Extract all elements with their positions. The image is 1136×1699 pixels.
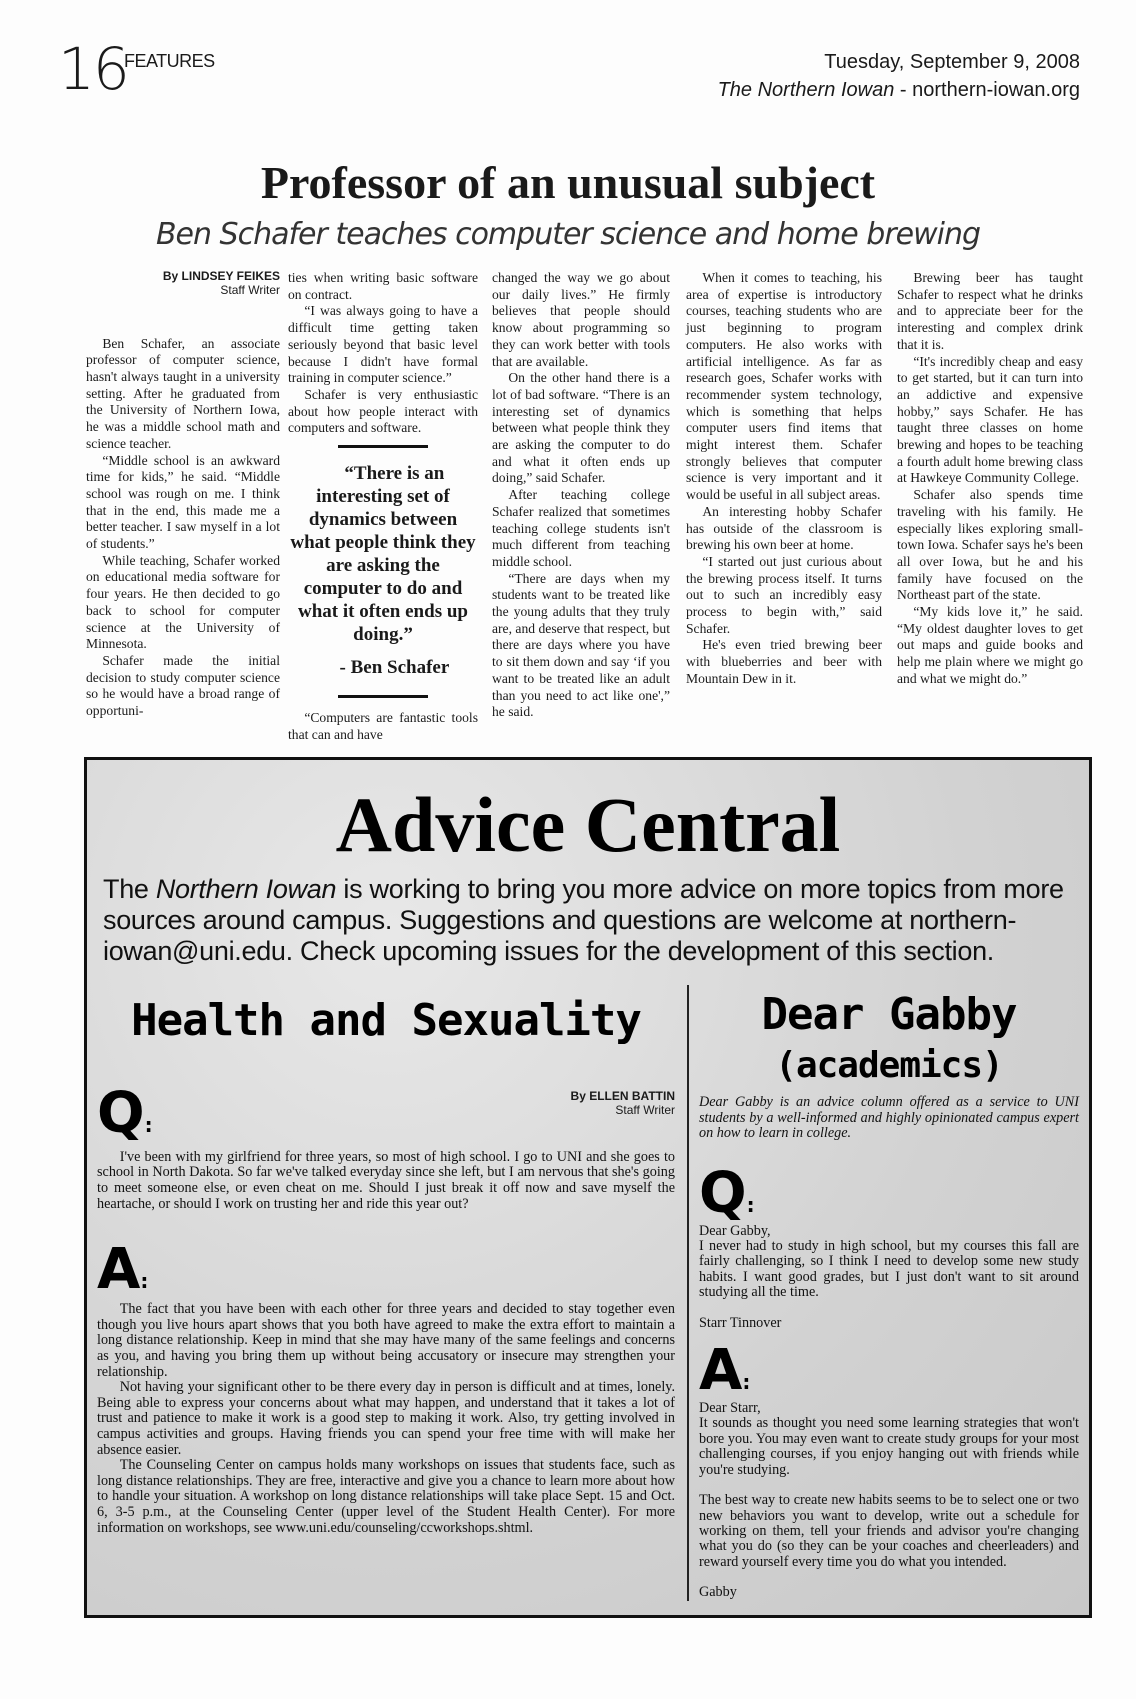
subheadline: Ben Schafer teaches computer science and home brewing [155,217,981,252]
article-column-3 [492,270,670,721]
health-question [97,1150,675,1212]
a-letter: A [97,1237,141,1303]
gabby-intro: Dear Gabby is an advice column offered as a service to UNI students by a well-informed and highly opinionated campus expert on how to learn in college. [699,1094,1079,1142]
paragraph: “I started out just curious about the brewing process itself. It turns out to such an incredibly easy process to begin with,” said Schafer. [686,553,882,636]
answer-paragraph: The Counseling Center on campus holds many workshops on issues that students face, such as long distance relationships. They are free, interactive and give you a chance to learn more about how to handle your situation. A workshop on long distance relationships will take place Sept. 15 and Oct. 6, 3-5 p.m., at the Counseling Center (upper level of the Student Health Center). For more information on workshops, see www.uni.edu/counseling/ccworkshops.shtml. [97,1457,675,1536]
intro-text: The [103,874,156,905]
byline-name: By LINDSEY FEIKES [162,269,280,283]
paragraph: ties when writing basic software on contract. [288,270,478,302]
page-body [0,270,1136,1658]
pull-quote: “There is an interesting set of dynamics between what people think they are asking the computer to do and what it often ends up doing.” [290,463,476,646]
q-label [699,1160,1079,1226]
answer-paragraph: The fact that you have been with each other for three years and decided to stay together even though you live hours apart shows that you both have agreed to make the extra effort to maintain a long distance relationship. Keep in mind that she may have many of the same feelings and concerns as you, and having you bring them up without being accusatory or insecure may strengthen your relationship. [97,1301,675,1380]
pull-quote-attribution: - Ben Schafer [339,657,450,679]
gabby-answer [699,1401,1079,1600]
paragraph: Schafer made the initial decision to study computer science so he would have a broad range of opportuni- [86,652,280,719]
q-letter: Q [97,1080,145,1146]
gabby-question [699,1224,1079,1331]
article-column-2 [288,270,478,743]
gabby-column [687,985,1089,1600]
byline [86,270,280,298]
gabby-heading: Dear Gabby [761,989,1017,1041]
intro-text: is working to bring you more advice on more topics from more sources around campus. Suggestions and questions are welcome at northern-iowan@uni.edu. Check upcoming issues for the development of this section. [103,874,1064,967]
q-row [97,1080,675,1146]
byline-role: Staff Writer [220,282,280,297]
paragraph: Brewing beer has taught Schafer to respect what he drinks and to appreciate beer for the interesting and complex drink that it is. [897,270,1083,352]
colon: : [140,1269,149,1294]
paragraph: changed the way we go about our daily lives.” He firmly believes that people should know about programming so they can work better with tools that are available. [492,270,670,369]
paragraph: Schafer is very enthusiastic about how people interact with computers and software. [288,386,478,436]
advice-title: Advice Central [335,781,841,869]
health-answer [97,1302,675,1536]
signature: Starr Tinnover [699,1314,782,1331]
article-columns [0,270,1136,743]
headline: Professor of an unusual subject [260,157,876,208]
paragraph: “Middle school is an awkward time for kids,” he said. “Middle school was rough on me. I think that in the end, this made me a better teacher. I saw myself in a lot of students.” [86,452,280,552]
question-text: I never had to study in high school, but my courses this fall are fairly challenging, so I think I need to develop some new study habits. I want good grades, but I just don't want to sit around studying all the time. [699,1238,1079,1301]
a-label [699,1338,1079,1404]
advice-intro [103,874,1073,967]
article-column-4 [686,270,882,688]
q-letter: Q [699,1160,747,1226]
a-label [97,1237,675,1303]
paragraph: “My kids love it,” he said. “My oldest daughter loves to get out maps and guide books and help me plain where we might go and what we might do.” [897,604,1083,686]
paragraph: “There are days when my students want to be treated like the young adults that they truly are, and deserve that respect, but there are days where you have to sit them down and say ‘if you want to be treated like an adult than you need to act like one',” he said. [492,570,670,720]
section-name: FEATURES [124,51,215,71]
divider-rule [338,445,428,448]
advice-central-box [84,757,1092,1617]
intro-paper-name: Northern Iowan [155,874,337,905]
paragraph: “Computers are fantastic tools that can and have [288,710,478,742]
signature: Gabby [699,1584,737,1601]
advice-columns [87,985,1089,1600]
colon: : [144,1112,153,1137]
paragraph: Ben Schafer, an associate professor of computer science, hasn't always taught in a university setting. After he graduated from the University of Northern Iowa, he was a middle school math and science teacher. [86,335,280,451]
article-column-5 [897,270,1083,688]
website: northern-iowan.org [912,79,1080,101]
paragraph: “I was always going to have a difficult time getting taken seriously beyond that basic level because I didn't have formal training in computer science.” [288,303,478,386]
colon: : [742,1370,751,1395]
separator: - [894,79,913,101]
paper-name: The Northern Iowan [717,79,895,101]
paragraph: On the other hand there is a lot of bad software. “There is an interesting set of dynamics between what people think they are asking the computer to do and what it often ends up doing,” said Schafer. [492,370,670,486]
paragraph: While teaching, Schafer worked on educational media software for four years. He then decided to go back to school for computer science at the University of Minnesota. [86,552,280,652]
a-letter: A [699,1338,743,1404]
paragraph: When it comes to teaching, his area of expertise is introductory courses, teaching students who are just beginning to program computers. He also works with artificial intelligence. As far as research goes, Schafer works with recommender system technology, which is something that helps computer users find items that might interest them. Schafer strongly believes that computer science is very important and it would be useful in all subject areas. [686,270,882,503]
paragraph: After teaching college Schafer realized that sometimes teaching college students isn't much different from teaching middle school. [492,487,670,569]
byline-name: By ELLEN BATTIN [570,1088,675,1103]
salutation: Dear Starr, [699,1400,761,1417]
paragraph: “It's incredibly cheap and easy to get started, but it can turn into an addictive and expensive hobby,” says Schafer. He has taught three classes on home brewing and hopes to be teaching a fourth adult home brewing class at Hawkeye Community College. [897,353,1083,486]
health-heading: Health and Sexuality [131,995,641,1047]
health-column [87,985,687,1600]
health-byline [571,1090,675,1118]
divider-rule [338,695,428,698]
answer-paragraph: The best way to create new habits seems to be to select one or two new behaviors you want to develop, write out a schedule for working on them, tell your friends and advisor you're changing what you do (so they can be your coaches and cheerleaders) and reward yourself every time you do what you intended. [699,1492,1079,1570]
answer-paragraph: Not having your significant other to be there every day in person is difficult and at times, lonely. Being able to express your concerns about what may happen, and understand that it takes a lot of trust and patience to make it work is a good step to making it work. Also, try getting involved in campus activities and groups. Having friends you can spend your free time with will make her absence easier. [97,1379,675,1458]
question-text: I've been with my girlfriend for three years, so most of high school. I go to UNI and she goes to school in North Dakota. So far we've talked everyday since she left, but I am nervous that she's going to meet someone else, or even cheat on me. Should I just break it off now and save myself the heartache, or should I work on trusting her and ride this year out? [97,1148,675,1212]
issue-date: Tuesday, September 9, 2008 [824,51,1080,73]
article-column-1 [86,270,280,720]
colon: : [746,1192,755,1217]
paragraph: Schafer also spends time traveling with his family. He especially likes exploring small-town Iowa. Schafer says he's been all over Iowa, but he and his family have focused on the Northeast part of the state. [897,487,1083,603]
gabby-subheading: (academics) [775,1044,1003,1086]
salutation: Dear Gabby, [699,1222,771,1239]
paragraph: He's even tried brewing beer with blueberries and beer with Mountain Dew in it. [686,637,882,686]
paper-name-line [718,80,1080,100]
page-number: 16 [58,35,128,103]
answer-paragraph: It sounds as thought you need some learning strategies that won't bore you. You may even want to create study groups for your most challenging courses, if you enjoy hanging out with friends while you're studying. [699,1415,1079,1478]
paragraph: An interesting hobby Schafer has outside of the classroom is brewing his own beer at home. [686,503,882,553]
q-label [97,1080,153,1146]
byline-role: Staff Writer [615,1102,675,1117]
